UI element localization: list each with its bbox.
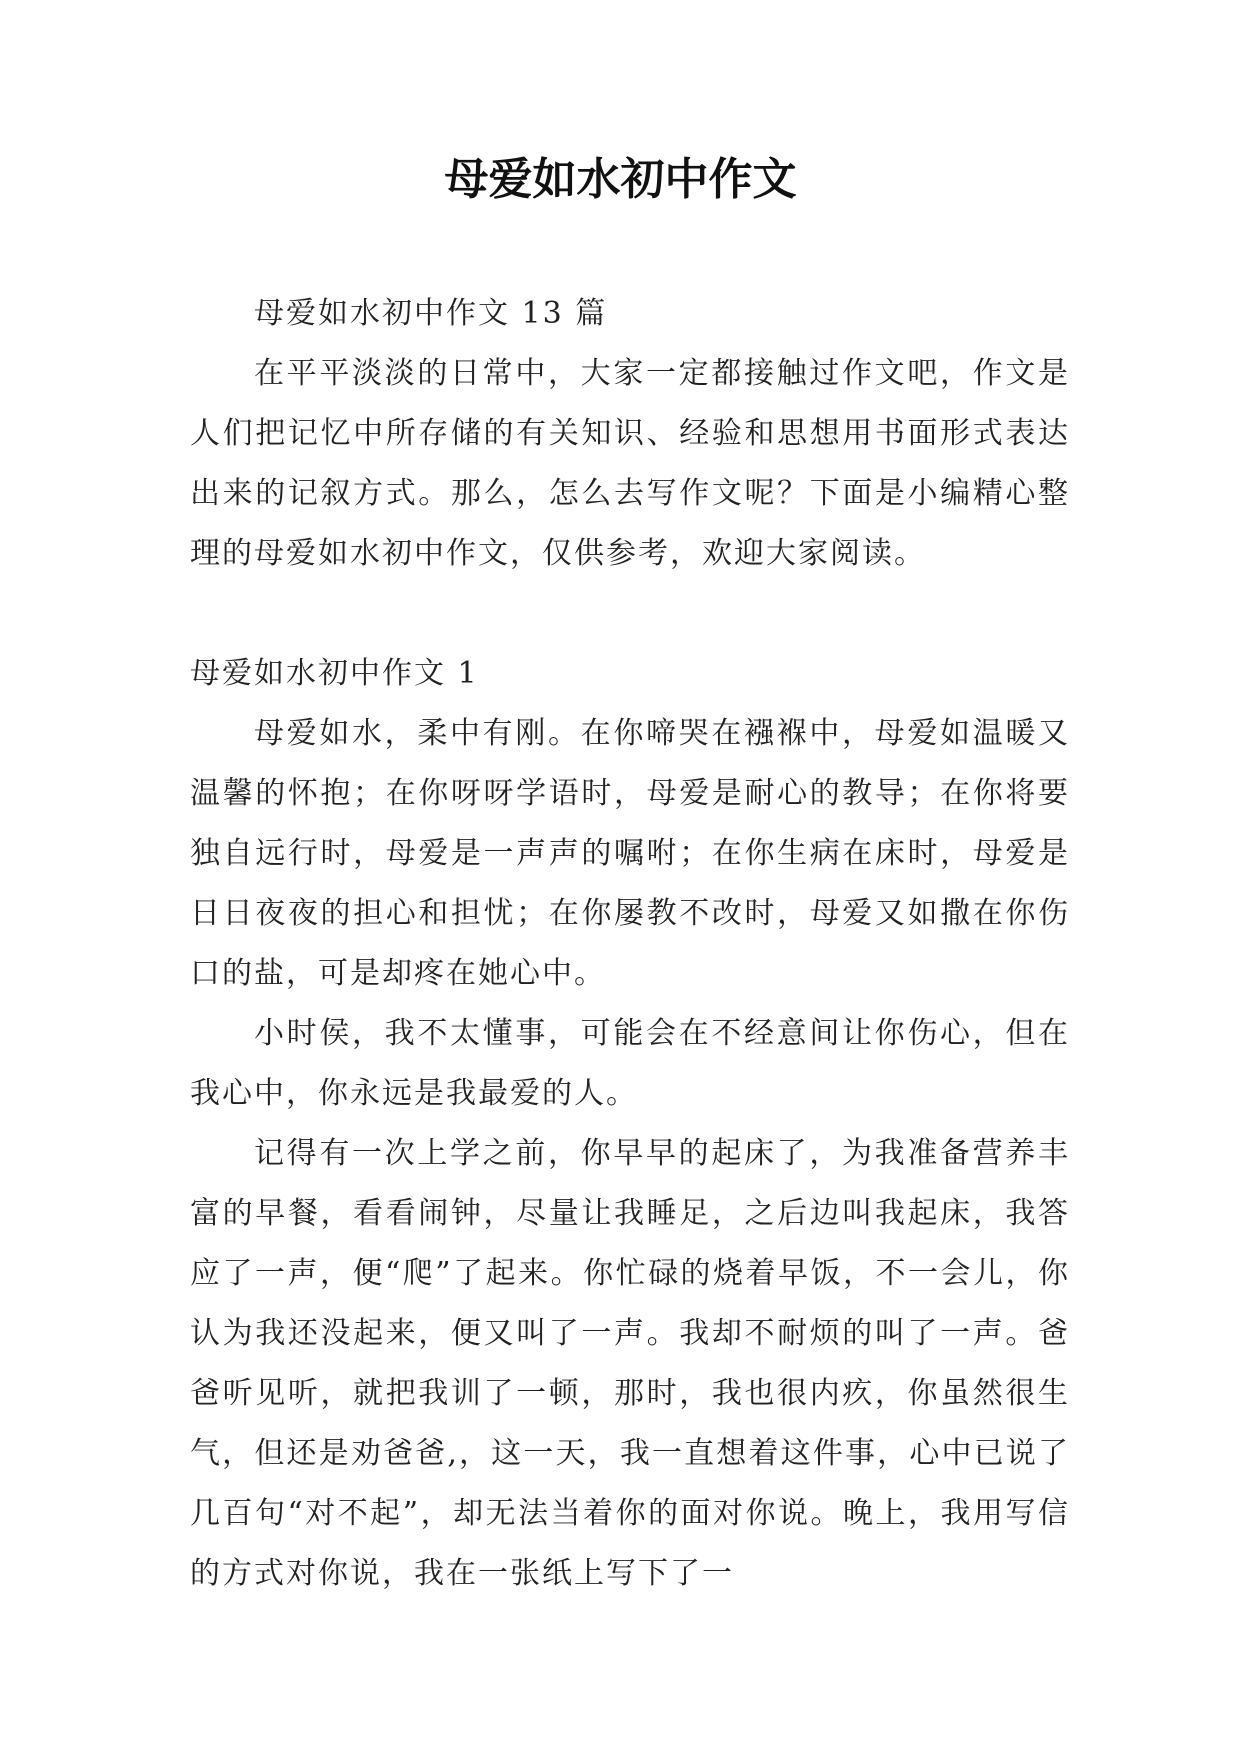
essay-1-paragraph: 小时侯，我不太懂事，可能会在不经意间让你伤心，但在我心中，你永远是我最爱的人。 bbox=[190, 1016, 1070, 1111]
essay-1-paragraph: 记得有一次上学之前，你早早的起床了，为我准备营养丰富的早餐，看看闹钟，尽量让我睡足，之后边叫我起床，我答应了一声，便“爬”了起来。你忙碌的烧着早饭，不一会儿，你认为我还没起来，便又叫了一声。我却不耐烦的叫了一声。爸爸听见听，就把我训了一顿，那时，我也很内疚，你虽然很生气，但还是劝爸爸,，这一天，我一直想着这件事，心中已说了几百句“对不起”，却无法当着你的面对你说。晚上，我用写信的方式对你说，我在一张纸上写下了一 bbox=[190, 1136, 1070, 1591]
essay-1-paragraph: 母爱如水，柔中有刚。在你啼哭在襁褓中，母爱如温暖又温馨的怀抱；在你呀呀学语时，母爱是耐心的教导；在你将要独自远行时，母爱是一声声的嘱咐；在你生病在床时，母爱是日日夜夜的担心和担忧；在你屡教不改时，母爱又如撒在你伤口的盐，可是却疼在她心中。 bbox=[190, 716, 1070, 991]
document-title: 母爱如水初中作文 bbox=[444, 154, 797, 205]
intro-heading: 母爱如水初中作文 13 篇 bbox=[254, 296, 608, 331]
intro-paragraph: 在平平淡淡的日常中，大家一定都接触过作文吧，作文是人们把记忆中所存储的有关知识、经验和思想用书面形式表达出来的记叙方式。那么，怎么去写作文呢？下面是小编精心整理的母爱如水初中作文，仅供参考，欢迎大家阅读。 bbox=[190, 356, 1070, 571]
essay-1-title: 母爱如水初中作文 1 bbox=[190, 656, 479, 691]
document-body bbox=[190, 284, 1070, 1604]
